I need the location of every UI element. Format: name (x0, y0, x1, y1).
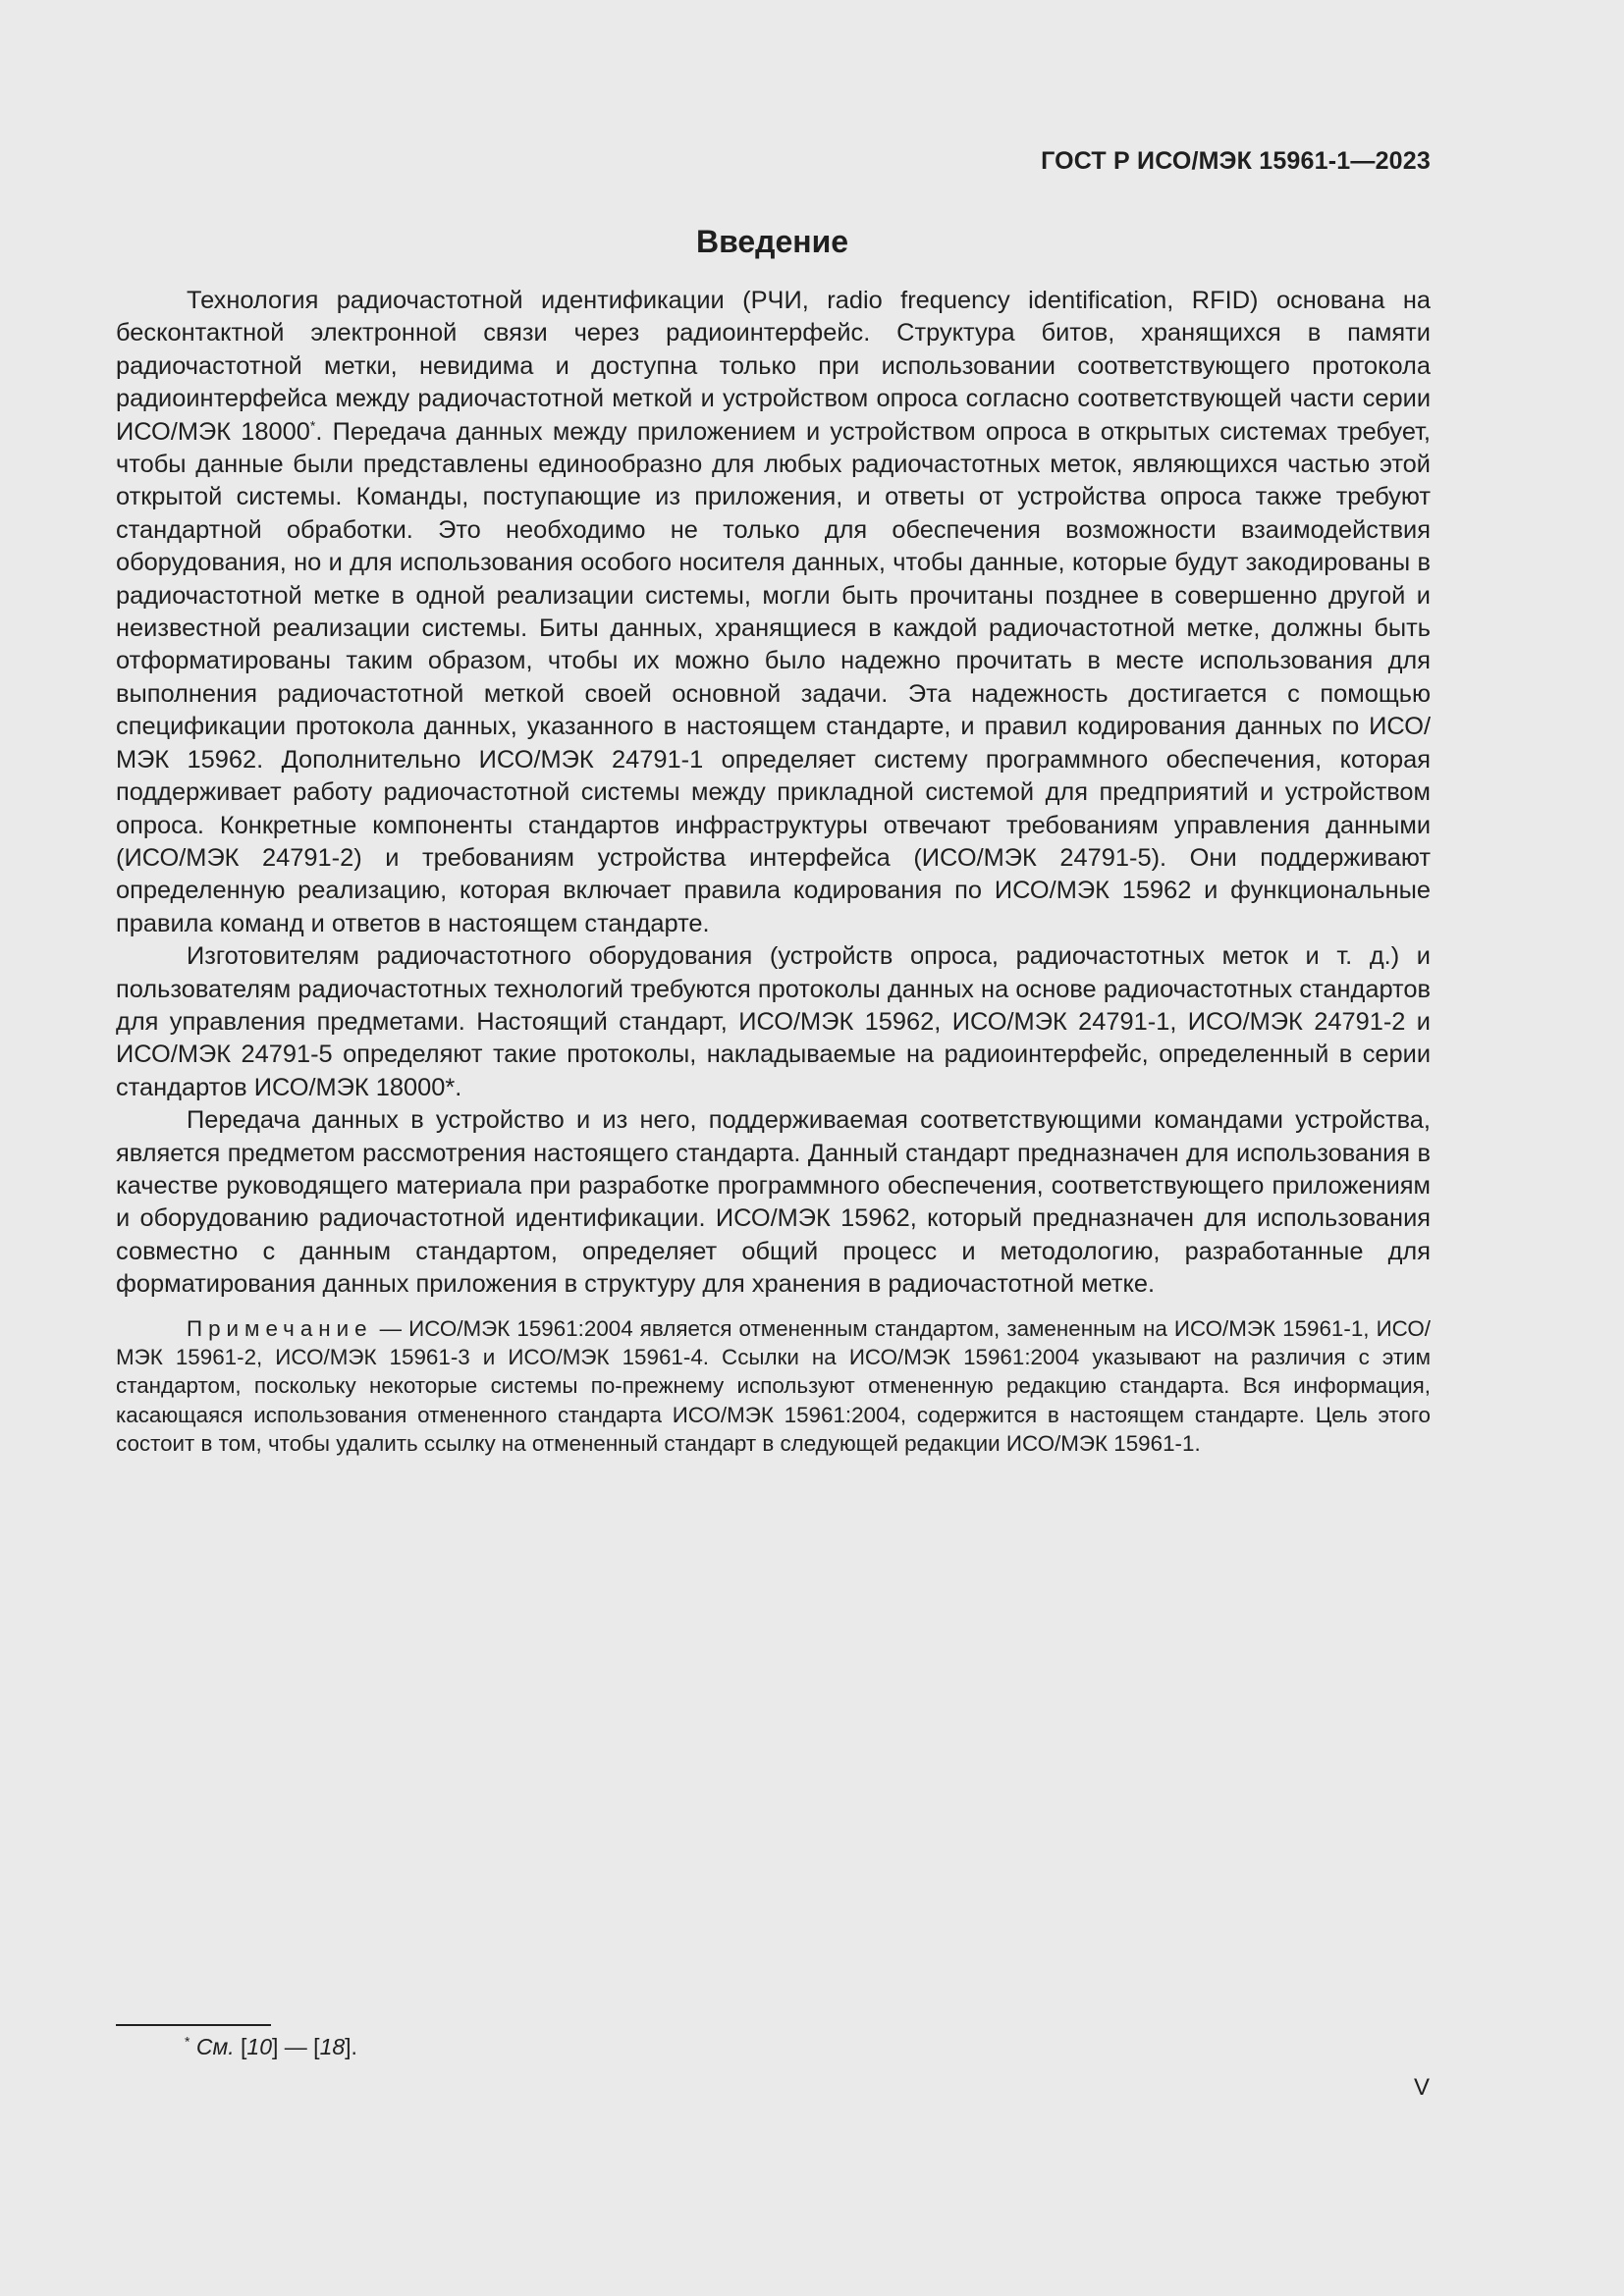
paragraph-2: Изготовителям радиочастотного оборудования (устройств опроса, радиочастотных меток и т. д.) и пользователям радиочастотных технологий требуются протоколы данных на основе радиочастотных стандартов для управления предметами. Настоящий стандарт, ИСО/МЭК 15962, ИСО/МЭК 24791-1, ИСО/МЭК 24791-2 и ИСО/МЭК 24791-5 определяют такие протоколы, накладываемые на радиоинтерфейс, определенный в серии стандартов ИСО/МЭК 18000*. (116, 942, 1431, 1101)
note-text: — ИСО/МЭК 15961:2004 является отмененным стандартом, замененным на ИСО/МЭК 15961-1, ИСО/МЭК 15961-2, ИСО/МЭК 15961-3 и ИСО/МЭК 15961-4. Ссылки на ИСО/МЭК 15961:2004 указывают на различия с этим стандартом, поскольку некоторые системы по-прежнему используют отмененную редакцию стандарта. Вся информация, касающаяся использования отмененного стандарта ИСО/МЭК 15961:2004, содержится в настоящем стандарте. Цель этого состоит в том, чтобы удалить ссылку на отмененный стандарт в следующей редакции ИСО/МЭК 15961-1. (116, 1315, 1431, 1457)
note-label: Примечание (187, 1315, 373, 1341)
footnote-see: См. (195, 2034, 235, 2059)
footnote-bracket-close: ]. (345, 2034, 357, 2059)
paragraph-1-text-a: Технология радиочастотной идентификации (РЧИ, radio frequency identification, RFID) основана на бесконтактной электронной связи через радиоинтерфейс. Структура битов, хранящихся в памяти радиочастотной метки, невидима и доступна только при использовании соответствующего протокола радиоинтерфейса между радиочастотной меткой и устройством опроса согласно соответствующей части серии ИСО/МЭК 18000 (116, 287, 1431, 446)
footnote-divider (116, 2024, 271, 2026)
footnote-bracket-mid: ] — [ (272, 2034, 320, 2059)
footnote-ref-marker: * (309, 417, 316, 434)
note (116, 1314, 1431, 1459)
footnote (185, 2032, 357, 2061)
footnote-ref-18: 18 (319, 2034, 346, 2059)
section-title: Введение (695, 224, 849, 259)
paragraph-1 (116, 285, 1431, 940)
footnote-marker: * (185, 2033, 190, 2050)
paragraph-1-text-b: . Передача данных между приложением и устройством опроса в открытых системах требует, чтобы данные были представлены единообразно для любых радиочастотных меток, являющихся частью этой открытой системы. Команды, поступающие из приложения, и ответы от устройства опроса также требуют стандартной обработки. Это необходимо не только для обеспечения возможности взаимодействия оборудования, но и для использования особого носителя данных, чтобы данные, которые будут закодированы в радиочастотной метке в одной реализации системы, могли быть прочитаны позднее в совершенно другой и неизвестной реализации системы. Биты данных, хранящиеся в каждой радиочастотной метке, должны быть отформатированы таким образом, чтобы их можно было надежно прочитать в месте использования для выполнения радиочастотной меткой своей основной задачи. Эта надежность достигается с помощью спецификации протокола данных, указанного в настоящем стандарте, и правил кодирования данных по ИСО/МЭК 15962. Дополнительно ИСО/МЭК 24791-1 определяет систему программного обеспечения, которая поддерживает работу радиочастотной системы между прикладной системой для предприятий и устройством опроса. Конкретные компоненты стандартов инфраструктуры отвечают требованиям управления данными (ИСО/МЭК 24791-2) и требованиям устройства интерфейса (ИСО/МЭК 24791-5). Они поддерживают определенную реализацию, которая включает правила кодирования по ИСО/МЭК 15962 и функциональные правила команд и ответов в настоящем стандарте. (116, 417, 1431, 937)
document-id-header: ГОСТ Р ИСО/МЭК 15961-1—2023 (1041, 147, 1431, 175)
footnote-ref-10: 10 (246, 2034, 272, 2059)
body-text (116, 285, 1431, 1459)
paragraph-3: Передача данных в устройство и из него, поддерживаемая соответствующими командами устройства, является предметом рассмотрения настоящего стандарта. Данный стандарт предназначен для использования в качестве руководящего материала при разработке программного обеспечения, соответствующего приложениям и оборудованию радиочастотной идентификации. ИСО/МЭК 15962, который предназначен для использования совместно с данным стандартом, определяет общий процесс и методологию, разработанные для форматирования данных приложения в структуру для хранения в радиочастотной метке. (116, 1106, 1431, 1299)
footnote-bracket-open: [ (234, 2034, 247, 2059)
page-number: V (1413, 2074, 1430, 2101)
